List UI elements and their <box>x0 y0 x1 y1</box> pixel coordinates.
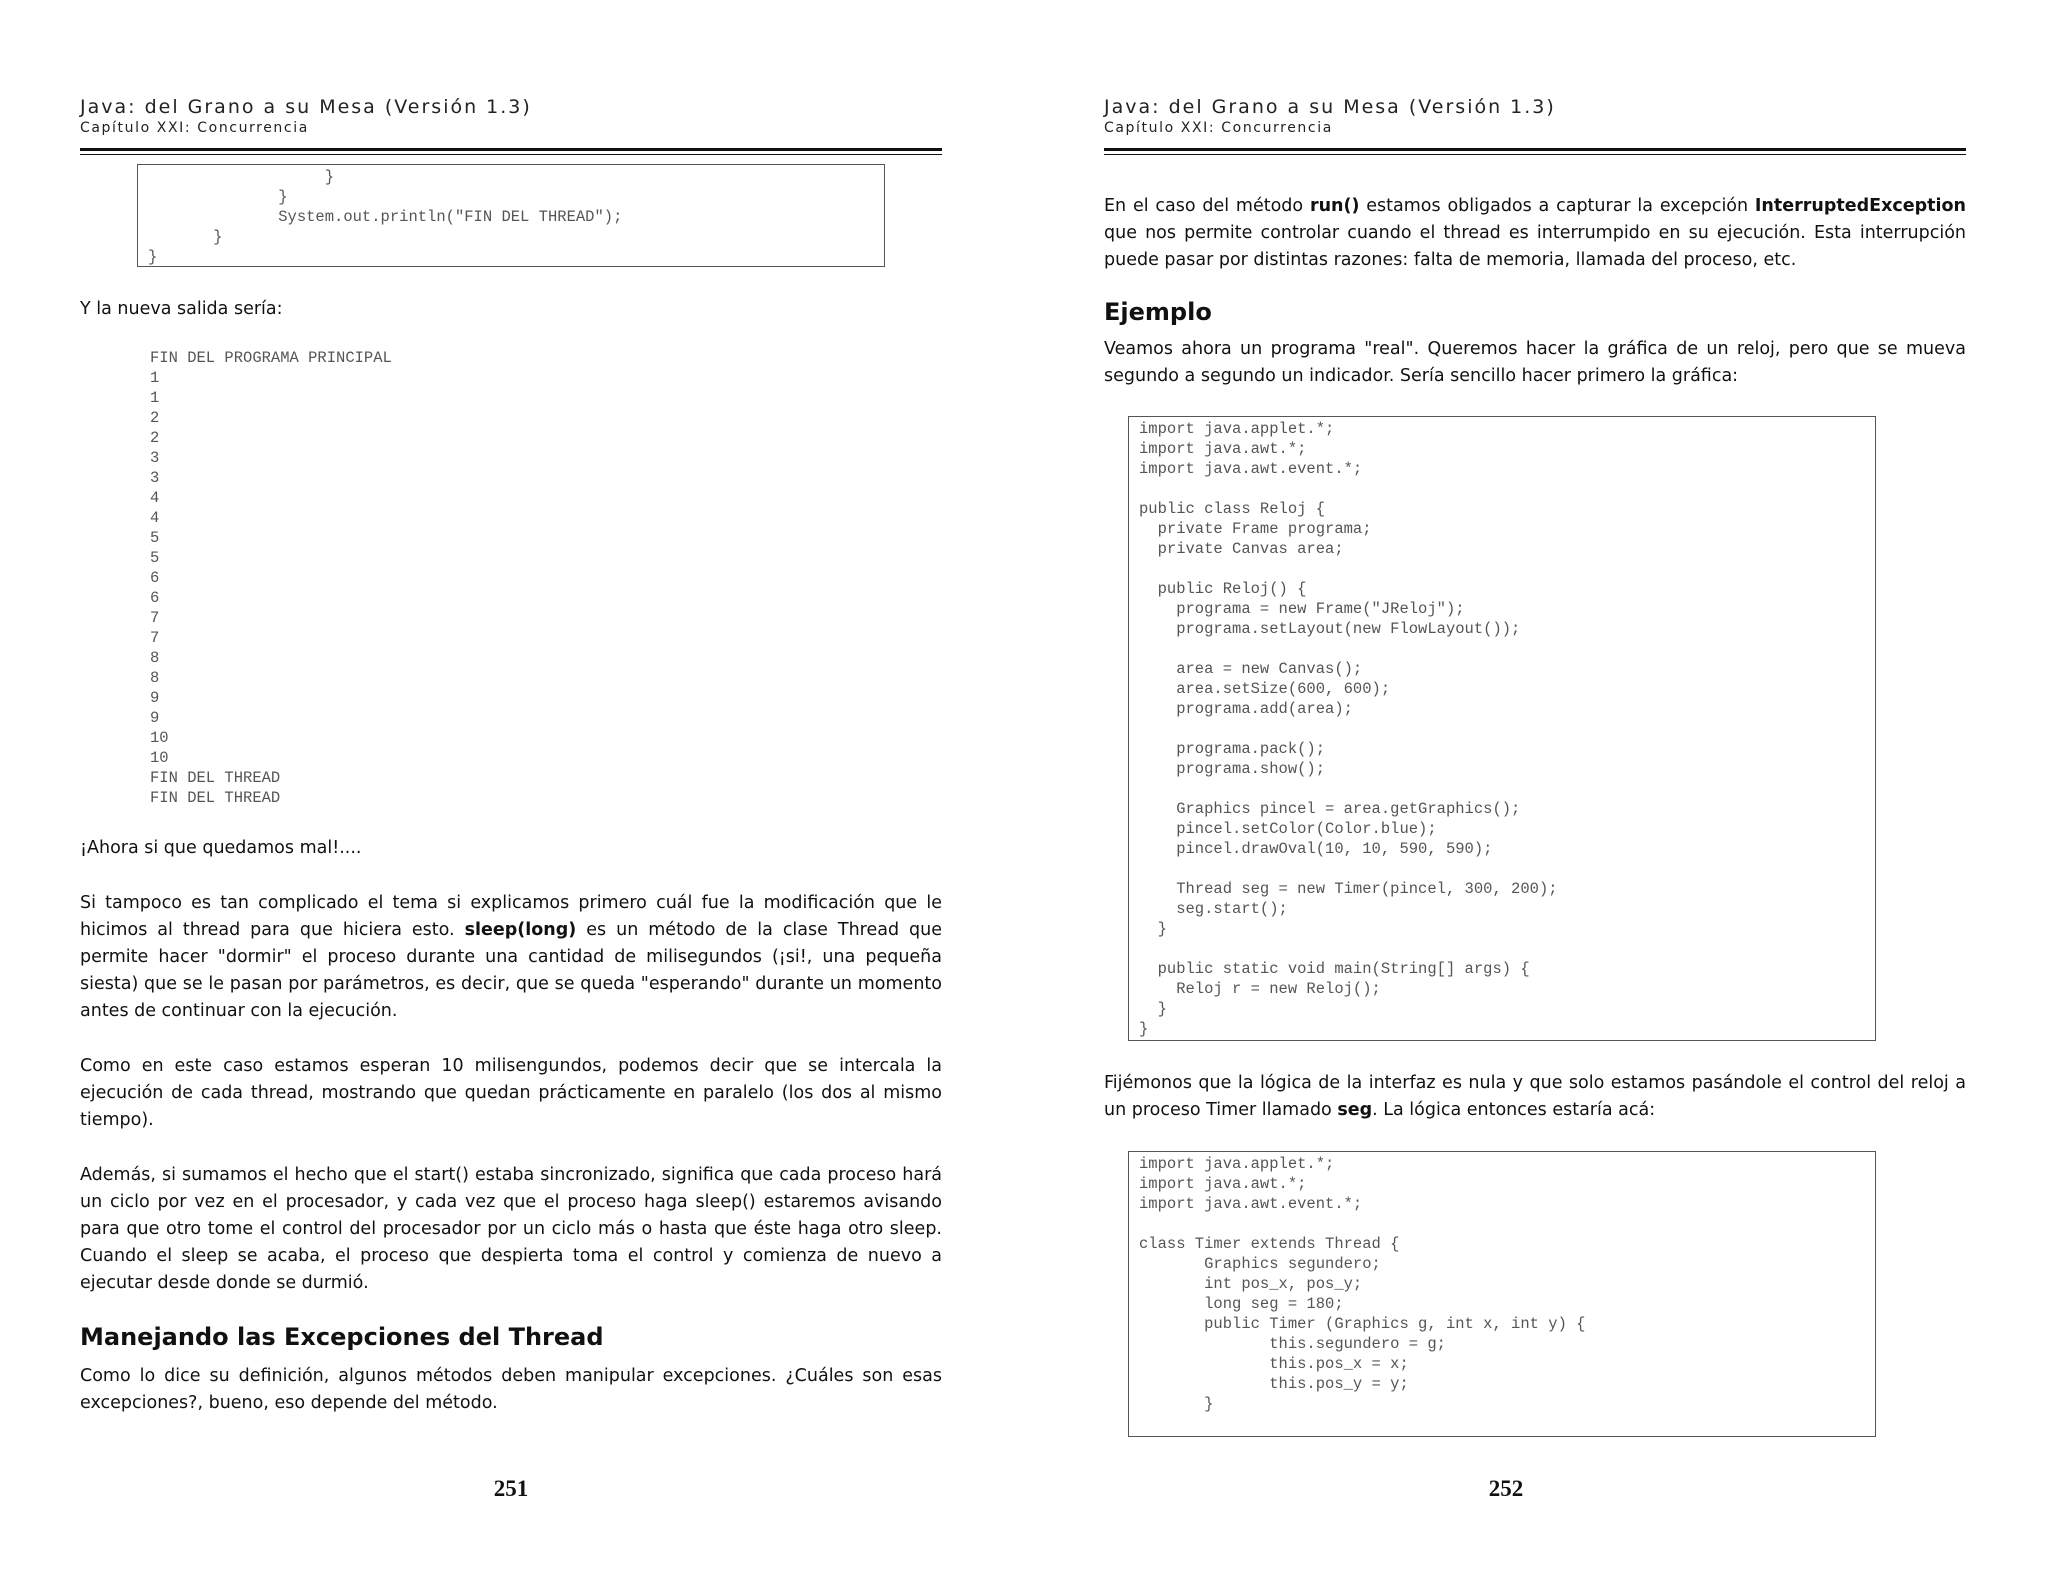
header-rule-thick <box>1104 148 1966 151</box>
program-output: FIN DEL PROGRAMA PRINCIPAL 1 1 2 2 3 3 4 4 5 5 6 6 7 7 8 8 9 9 10 10 FIN DEL THREAD FIN DEL THREAD <box>150 349 392 807</box>
exclamation-text: ¡Ahora si que quedamos mal!.... <box>80 838 362 858</box>
run-text-c: estamos obligados a capturar la excepción <box>1359 196 1755 216</box>
section-heading-ejemplo: Ejemplo <box>1104 298 1212 326</box>
timer-text-a: Fijémonos que la lógica de la interfaz es nula y que solo estamos pasándole el control del reloj a un proceso Timer llamado <box>1104 1073 1966 1120</box>
page-number: 251 <box>493 1476 529 1501</box>
header-rule-thick <box>80 148 942 151</box>
paragraph-timer-logic <box>1104 1070 1966 1124</box>
run-text-e: que nos permite controlar cuando el thread es interrumpido en su ejecución. Esta interrupción puede pasar por distintas razones: falta de memoria, llamada del proceso, etc. <box>1104 223 1966 270</box>
header-rule-thin <box>80 154 942 155</box>
code-timer-class: import java.applet.*; import java.awt.*; import java.awt.event.*; class Timer extends Thread { Graphics segundero; int pos_x, pos_y; long seg = 180; public Timer (Graphics g, int x, int y) { this.segundero = g; this.pos_x = x; this.pos_y = y; } <box>1128 1151 1876 1437</box>
code-reloj-class: import java.applet.*; import java.awt.*; import java.awt.event.*; public class Reloj { private Frame programa; private Canvas area; public Reloj() { programa = new Frame("JReloj"); programa.setLayout(new FlowLayout()); area = new Canvas(); area.setSize(600, 600); programa.add(area); programa.pack(); programa.show(); Graphics pincel = area.getGraphics(); pincel.setColor(Color.blue); pincel.drawOval(10, 10, 590, 590); Thread seg = new Timer(pincel, 300, 200); seg.start(); } public static void main(String[] args) { Reloj r = new Reloj(); } } <box>1128 416 1876 1041</box>
timer-text-c: . La lógica entonces estaría acá: <box>1372 1100 1656 1120</box>
output-intro: Y la nueva salida sería: <box>80 299 283 319</box>
paragraph-sleep-a: Si tampoco es tan complicado el tema si explicamos primero cuál fue la modificación que le hicimos al thread para que hiciera esto. <box>80 893 942 940</box>
chapter-header: Capítulo XXI: Concurrencia <box>80 120 309 136</box>
section-heading-exceptions: Manejando las Excepciones del Thread <box>80 1323 604 1351</box>
paragraph-clock-intro: Veamos ahora un programa "real". Queremos hacer la gráfica de un reloj, pero que se mueva segundo a segundo un indicador. Sería sencillo hacer primero la gráfica: <box>1104 339 1966 386</box>
code-snippet-tail: } } System.out.println("FIN DEL THREAD"); } } <box>137 164 885 267</box>
run-text-a: En el caso del método <box>1104 196 1310 216</box>
paragraph-sleep <box>80 890 942 1025</box>
interrupted-exception-term: InterruptedException <box>1754 196 1966 216</box>
paragraph-interleave: Como en este caso estamos esperan 10 milisengundos, podemos decir que se intercala la ejecución de cada thread, mostrando que quedan prácticamente en paralelo (los dos al mismo tiempo). <box>80 1056 942 1130</box>
paragraph-exceptions: Como lo dice su definición, algunos métodos deben manipular excepciones. ¿Cuáles son esas excepciones?, bueno, eso depende del método. <box>80 1366 942 1413</box>
page-number: 252 <box>1488 1476 1524 1501</box>
right-page <box>1024 0 2048 1582</box>
book-title-header: Java: del Grano a su Mesa (Versión 1.3) <box>1104 96 1556 118</box>
book-title-header: Java: del Grano a su Mesa (Versión 1.3) <box>80 96 532 118</box>
header-rule-thin <box>1104 154 1966 155</box>
run-method-term: run() <box>1309 196 1360 216</box>
seg-term: seg <box>1337 1100 1373 1120</box>
sleep-method-term: sleep(long) <box>464 920 577 940</box>
chapter-header: Capítulo XXI: Concurrencia <box>1104 120 1333 136</box>
paragraph-run-exception <box>1104 193 1966 274</box>
paragraph-sleep-b: es un método de la clase Thread que permite hacer "dormir" el proceso durante una cantidad de milisegundos (¡si!, una pequeña siesta) que se le pasan por parámetros, es decir, que se queda "esperando" durante un momento antes de continuar con la ejecución. <box>80 920 942 1021</box>
paragraph-synchronized: Además, si sumamos el hecho que el start() estaba sincronizado, significa que cada proceso hará un ciclo por vez en el procesador, y cada vez que el proceso haga sleep() estaremos avisando para que otro tome el control del procesador por un ciclo más o hasta que éste haga otro sleep. Cuando el sleep se acaba, el proceso que despierta toma el control y comienza de nuevo a ejecutar desde donde se durmió. <box>80 1165 942 1293</box>
